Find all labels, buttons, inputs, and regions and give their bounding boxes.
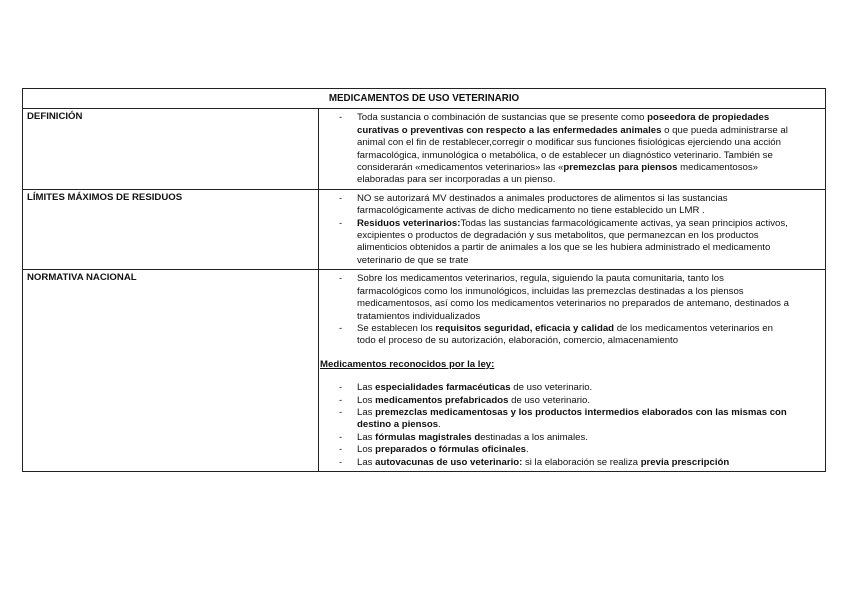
list-item <box>319 112 791 186</box>
row-limites <box>23 189 826 269</box>
bold-span: poseedora de propiedades curativas o preventivas con respecto a las enfermedades animales <box>357 112 770 136</box>
text-span: de los medicamentos veterinarios en todo el proceso de su autorización, elaboración, comercio, almacenamiento <box>357 322 773 347</box>
text-span: Los <box>357 444 376 456</box>
bold-span: premezclas medicamentosas y los productos intermedios elaborados con las mismas con destino a piensos <box>357 406 787 431</box>
row-content-definicion <box>319 109 826 189</box>
bold-span: especialidades farmacéuticas <box>375 382 511 394</box>
row-definicion <box>23 109 826 189</box>
list-item <box>319 323 791 348</box>
recognized-subheading: Medicamentos reconocidos por la ley: <box>320 358 495 370</box>
row-content-normativa <box>319 270 826 472</box>
text-span: . <box>526 444 529 456</box>
bold-span: requisitos seguridad, eficacia y calidad <box>435 322 615 334</box>
limites-list <box>319 193 791 267</box>
text-span: estinadas a los animales. <box>480 431 588 443</box>
row-label-definicion: DEFINICIÓN <box>23 109 319 189</box>
row-normativa <box>23 270 826 472</box>
normativa-list <box>319 273 791 347</box>
text-span: Las <box>357 406 376 418</box>
bold-span: fórmulas magistrales d <box>375 431 481 443</box>
medicamentos-table <box>22 88 826 472</box>
bold-span: Residuos veterinarios: <box>357 217 461 229</box>
text-span: Las <box>357 456 376 468</box>
text-span: o que pueda administrarse al animal con el fin de restablecer,corregir o modificar sus funciones fisiológicas ejerciendo una acción farmacológica, inmunológica o metabólica, o de establecer un diagnóstico veterinario. También se considerarán «medicamentos veterinarios» las « <box>357 124 788 174</box>
bold-span: autovacunas de uso veterinario: <box>375 456 523 468</box>
row-label-limites: LÍMITES MÁXIMOS DE RESIDUOS <box>23 189 319 269</box>
bold-span: medicamentos prefabricados <box>375 394 509 406</box>
list-item: - Sobre los medicamentos veterinarios, regula, siguiendo la pauta comunitaria, tanto los farmacológicos como los inmunológicos, incluidas las premezclas destinadas a los piensos medicamentosos, así como los medicamentos veterinarios no preparados de antemano, destinados a tratamientos individualizados <box>319 273 791 323</box>
list-item <box>319 218 791 268</box>
definicion-list <box>319 112 791 186</box>
list-item <box>319 382 791 394</box>
list-item: - NO se autorizará MV destinados a animales productores de alimentos si las sustancias farmacológicamente activas de dicho medicamento no tiene establecido un LMR . <box>319 193 791 218</box>
list-item <box>319 457 791 469</box>
list-item <box>319 395 791 407</box>
text-span: Los <box>357 394 376 406</box>
text-span: de uso veterinario. <box>508 394 591 406</box>
text-span: Las <box>357 382 376 394</box>
row-label-normativa: NORMATIVA NACIONAL <box>23 270 319 472</box>
bold-span: preparados o fórmulas oficinales <box>375 444 527 456</box>
list-item <box>319 407 791 432</box>
bold-span: premezclas para piensos <box>563 162 678 174</box>
list-item <box>319 444 791 456</box>
text-span: Toda sustancia o combinación de sustancias que se presente como <box>357 112 648 124</box>
row-content-limites <box>319 189 826 269</box>
bold-span: previa prescripción <box>640 456 730 468</box>
table-title: MEDICAMENTOS DE USO VETERINARIO <box>23 89 826 109</box>
text-span: . <box>438 419 441 431</box>
text-span: Se establecen los <box>357 322 436 334</box>
text-span: si la elaboración se realiza <box>522 456 641 468</box>
text-span: medicamentosos» elaboradas para ser incorporadas a un pienso. <box>357 162 759 186</box>
text-span: de uso veterinario. <box>510 382 593 394</box>
text-span: Las <box>357 431 376 443</box>
recognized-list <box>319 382 791 469</box>
list-item <box>319 432 791 444</box>
table-header-row <box>23 89 826 109</box>
text-span: Todas las sustancias farmacológicamente activas, ya sean principios activos, excipientes o productos de degradación y sus metabolitos, que permanezcan en los productos alimenticios obtenidos a partir de animales a los que se les hubiera administrado el medicamento veterinario de que se trate <box>357 217 788 266</box>
